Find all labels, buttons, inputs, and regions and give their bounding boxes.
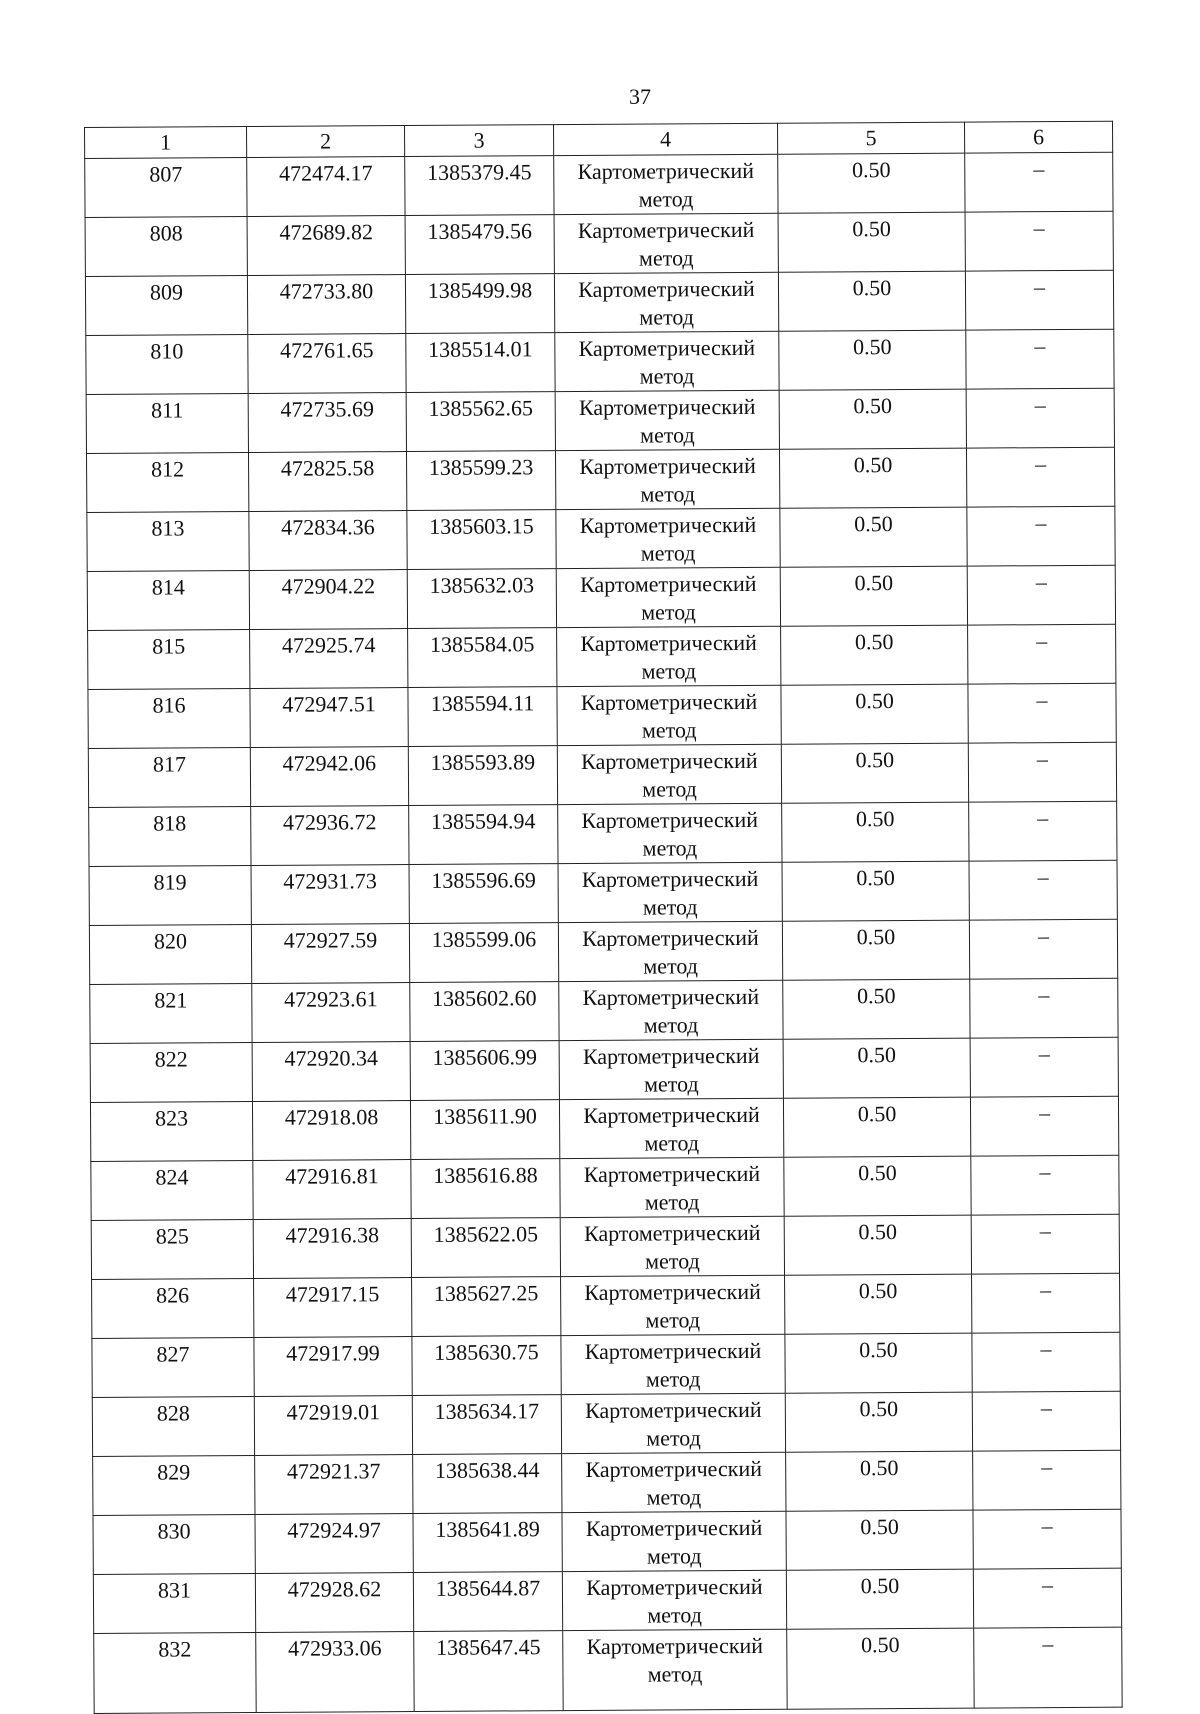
point-number-cell: 825 [91, 1219, 253, 1279]
x-coordinate-cell: 472921.37 [255, 1455, 413, 1515]
method-line-1: Картометрический [580, 629, 757, 656]
method-cell [563, 1629, 787, 1710]
y-coordinate-cell: 1385647.45 [414, 1631, 563, 1712]
y-coordinate-cell: 1385594.11 [408, 687, 557, 747]
accuracy-cell: 0.50 [786, 1510, 973, 1570]
method-line-2: метод [644, 1130, 700, 1156]
method-line-1: Картометрический [583, 1219, 761, 1246]
method-line-2: метод [640, 422, 695, 448]
description-cell: – [973, 1509, 1121, 1569]
x-coordinate-cell: 472916.38 [253, 1219, 411, 1279]
x-coordinate-cell: 472924.97 [255, 1514, 413, 1574]
description-cell: – [965, 211, 1113, 271]
column-header-6: 6 [964, 121, 1112, 153]
method-line-1: Картометрический [578, 334, 756, 361]
point-number-cell: 816 [88, 688, 250, 748]
x-coordinate-cell: 472933.06 [256, 1632, 414, 1713]
x-coordinate-cell: 472928.62 [255, 1573, 413, 1633]
method-cell [560, 1157, 784, 1217]
method-cell [557, 685, 781, 745]
accuracy-cell: 0.50 [785, 1392, 972, 1452]
table-row [88, 683, 1116, 748]
table-row [88, 624, 1116, 689]
table-row [90, 1096, 1118, 1161]
method-cell [560, 1216, 784, 1276]
description-cell: – [971, 1155, 1119, 1215]
accuracy-cell: 0.50 [783, 1097, 970, 1157]
table-row [91, 1214, 1119, 1279]
method-cell [554, 272, 778, 332]
method-cell [562, 1570, 786, 1630]
description-cell: – [970, 1096, 1118, 1156]
x-coordinate-cell: 472947.51 [250, 688, 408, 748]
table-row [89, 860, 1117, 925]
y-coordinate-cell: 1385593.89 [408, 746, 557, 806]
method-line-1: Картометрический [581, 865, 759, 892]
description-cell: – [969, 801, 1117, 861]
method-line-2: метод [643, 1012, 699, 1038]
method-line-2: метод [645, 1307, 701, 1333]
y-coordinate-cell: 1385630.75 [412, 1336, 561, 1396]
method-line-1: Картометрический [577, 216, 755, 243]
accuracy-cell: 0.50 [782, 920, 969, 980]
y-coordinate-cell: 1385622.05 [411, 1218, 560, 1278]
y-coordinate-cell: 1385514.01 [406, 333, 555, 393]
method-cell [561, 1275, 785, 1335]
method-line-1: Картометрический [585, 1396, 762, 1423]
table-row [85, 211, 1113, 276]
column-header-5: 5 [777, 122, 964, 154]
description-cell: – [973, 1450, 1121, 1510]
point-number-cell: 812 [86, 453, 248, 513]
method-line-2: метод [644, 1189, 700, 1215]
table-row [86, 329, 1114, 394]
method-cell [559, 1098, 783, 1158]
x-coordinate-cell: 472942.06 [250, 747, 408, 807]
description-cell: – [971, 1214, 1119, 1274]
accuracy-cell: 0.50 [780, 566, 967, 626]
method-cell [558, 803, 782, 863]
x-coordinate-cell: 472904.22 [249, 570, 407, 630]
accuracy-cell: 0.50 [778, 212, 965, 272]
method-cell [554, 213, 778, 273]
point-number-cell: 831 [93, 1573, 255, 1633]
y-coordinate-cell: 1385611.90 [410, 1100, 559, 1160]
table-row [90, 1037, 1118, 1102]
method-cell [557, 626, 781, 686]
point-number-cell: 821 [90, 983, 252, 1043]
description-cell: – [969, 919, 1117, 979]
accuracy-cell: 0.50 [786, 1569, 973, 1629]
point-number-cell: 811 [86, 394, 248, 454]
description-cell: – [972, 1273, 1120, 1333]
accuracy-cell: 0.50 [784, 1156, 971, 1216]
point-number-cell: 826 [92, 1278, 254, 1338]
x-coordinate-cell: 472923.61 [252, 983, 410, 1043]
method-line-2: метод [646, 1484, 702, 1510]
table-row [90, 978, 1118, 1043]
method-line-2: метод [638, 186, 694, 212]
x-coordinate-cell: 472689.82 [247, 216, 405, 276]
accuracy-cell: 0.50 [783, 1038, 970, 1098]
method-line-1: Картометрический [581, 747, 758, 774]
table-row [88, 742, 1116, 807]
description-cell: – [965, 152, 1113, 212]
point-number-cell: 828 [92, 1396, 254, 1456]
table-row [87, 565, 1115, 630]
table-row [92, 1391, 1120, 1456]
y-coordinate-cell: 1385602.60 [410, 982, 559, 1042]
accuracy-cell: 0.50 [781, 684, 968, 744]
method-line-2: метод [640, 481, 696, 507]
description-cell: – [966, 329, 1114, 389]
method-line-2: метод [646, 1543, 702, 1569]
method-line-1: Картометрический [582, 1042, 760, 1069]
accuracy-cell: 0.50 [787, 1628, 974, 1709]
method-line-2: метод [642, 894, 698, 920]
x-coordinate-cell: 472761.65 [248, 334, 406, 394]
x-coordinate-cell: 472916.81 [253, 1160, 411, 1220]
method-cell [555, 449, 779, 509]
method-line-2: метод [642, 776, 697, 802]
x-coordinate-cell: 472931.73 [251, 865, 409, 925]
method-line-2: метод [645, 1366, 701, 1392]
coordinates-table [84, 121, 1123, 1714]
table-row [93, 1509, 1121, 1574]
accuracy-cell: 0.50 [779, 389, 966, 449]
column-header-4: 4 [553, 123, 777, 155]
method-cell [557, 744, 781, 804]
description-cell: – [968, 683, 1116, 743]
point-number-cell: 818 [89, 806, 251, 866]
point-number-cell: 829 [93, 1455, 255, 1515]
coordinates-table-wrapper [84, 121, 1122, 1714]
accuracy-cell: 0.50 [782, 802, 969, 862]
table-row [86, 447, 1114, 512]
x-coordinate-cell: 472919.01 [254, 1396, 412, 1456]
description-cell: – [969, 860, 1117, 920]
method-cell [561, 1334, 785, 1394]
table-row [87, 506, 1115, 571]
method-cell [559, 980, 783, 1040]
x-coordinate-cell: 472925.74 [250, 629, 408, 689]
point-number-cell: 832 [94, 1632, 256, 1713]
method-line-1: Картометрический [579, 511, 757, 538]
description-cell: – [970, 1037, 1118, 1097]
accuracy-cell: 0.50 [779, 330, 966, 390]
x-coordinate-cell: 472917.15 [254, 1278, 412, 1338]
table-row [93, 1568, 1121, 1633]
method-cell [562, 1511, 786, 1571]
method-line-2: метод [638, 245, 694, 271]
y-coordinate-cell: 1385632.03 [407, 569, 556, 629]
y-coordinate-cell: 1385599.23 [406, 451, 555, 511]
accuracy-cell: 0.50 [783, 979, 970, 1039]
method-line-1: Картометрический [586, 1632, 764, 1659]
method-cell [561, 1393, 785, 1453]
y-coordinate-cell: 1385499.98 [405, 274, 554, 334]
x-coordinate-cell: 472917.99 [254, 1337, 412, 1397]
table-row [86, 388, 1114, 453]
y-coordinate-cell: 1385596.69 [409, 864, 558, 924]
point-number-cell: 819 [89, 865, 251, 925]
description-cell: – [974, 1627, 1122, 1708]
y-coordinate-cell: 1385627.25 [412, 1277, 561, 1337]
method-cell [556, 508, 780, 568]
description-cell: – [968, 624, 1116, 684]
method-line-1: Картометрический [578, 393, 756, 420]
point-number-cell: 809 [85, 276, 247, 336]
method-cell [562, 1452, 786, 1512]
accuracy-cell: 0.50 [778, 271, 965, 331]
method-line-1: Картометрический [579, 570, 757, 597]
y-coordinate-cell: 1385379.45 [405, 156, 554, 216]
point-number-cell: 815 [88, 629, 250, 689]
method-line-2: метод [641, 658, 697, 684]
method-cell [558, 921, 782, 981]
point-number-cell: 830 [93, 1514, 255, 1574]
table-row [85, 152, 1113, 217]
method-cell [558, 862, 782, 922]
method-line-2: метод [646, 1425, 701, 1451]
point-number-cell: 813 [87, 512, 249, 572]
method-line-1: Картометрический [580, 688, 758, 715]
description-cell: – [972, 1391, 1120, 1451]
method-line-2: метод [641, 717, 697, 743]
method-line-1: Картометрический [581, 806, 759, 833]
table-row [92, 1332, 1120, 1397]
y-coordinate-cell: 1385594.94 [409, 805, 558, 865]
method-cell [556, 567, 780, 627]
method-line-1: Картометрический [583, 1101, 760, 1128]
accuracy-cell: 0.50 [778, 153, 965, 213]
description-cell: – [967, 565, 1115, 625]
method-line-2: метод [640, 540, 696, 566]
method-line-2: метод [641, 599, 696, 625]
method-line-2: метод [639, 363, 695, 389]
method-line-1: Картометрический [582, 983, 760, 1010]
y-coordinate-cell: 1385634.17 [412, 1395, 561, 1455]
point-number-cell: 823 [90, 1101, 252, 1161]
description-cell: – [966, 388, 1114, 448]
x-coordinate-cell: 472825.58 [248, 452, 406, 512]
method-line-1: Картометрический [585, 1514, 763, 1541]
y-coordinate-cell: 1385641.89 [413, 1513, 562, 1573]
method-cell [555, 331, 779, 391]
y-coordinate-cell: 1385638.44 [413, 1454, 562, 1514]
accuracy-cell: 0.50 [781, 743, 968, 803]
x-coordinate-cell: 472918.08 [252, 1101, 410, 1161]
method-line-1: Картометрический [586, 1573, 763, 1600]
method-line-1: Картометрический [578, 275, 755, 302]
y-coordinate-cell: 1385479.56 [405, 215, 554, 275]
table-row [89, 919, 1117, 984]
point-number-cell: 814 [87, 570, 249, 630]
accuracy-cell: 0.50 [786, 1451, 973, 1511]
table-row [92, 1273, 1120, 1338]
method-line-2: метод [639, 304, 695, 330]
y-coordinate-cell: 1385562.65 [406, 392, 555, 452]
method-line-2: метод [643, 1071, 699, 1097]
description-cell: – [970, 978, 1118, 1038]
method-line-1: Картометрический [585, 1455, 763, 1482]
accuracy-cell: 0.50 [782, 861, 969, 921]
table-row [91, 1155, 1119, 1220]
table-body [85, 152, 1122, 1713]
method-cell [554, 154, 778, 214]
method-line-2: метод [643, 953, 698, 979]
method-line-1: Картометрический [584, 1278, 761, 1305]
method-line-1: Картометрический [577, 157, 755, 184]
table-row [85, 270, 1113, 335]
y-coordinate-cell: 1385584.05 [408, 628, 557, 688]
description-cell: – [966, 447, 1114, 507]
method-line-1: Картометрический [583, 1160, 761, 1187]
table-row [89, 801, 1117, 866]
method-line-1: Картометрический [579, 452, 756, 479]
description-cell: – [973, 1568, 1121, 1628]
method-line-1: Картометрический [582, 924, 759, 951]
y-coordinate-cell: 1385599.06 [409, 923, 558, 983]
method-line-2: метод [647, 1661, 703, 1687]
x-coordinate-cell: 472735.69 [248, 393, 406, 453]
point-number-cell: 817 [88, 747, 250, 807]
column-header-1: 1 [85, 127, 247, 159]
accuracy-cell: 0.50 [781, 625, 968, 685]
x-coordinate-cell: 472927.59 [251, 924, 409, 984]
description-cell: – [967, 506, 1115, 566]
point-number-cell: 808 [85, 217, 247, 277]
method-cell [555, 390, 779, 450]
point-number-cell: 827 [92, 1337, 254, 1397]
page-number: 37 [629, 84, 651, 109]
accuracy-cell: 0.50 [780, 507, 967, 567]
method-line-2: метод [645, 1248, 700, 1274]
point-number-cell: 810 [86, 335, 248, 395]
x-coordinate-cell: 472733.80 [247, 275, 405, 335]
x-coordinate-cell: 472936.72 [251, 806, 409, 866]
method-line-1: Картометрический [584, 1337, 762, 1364]
y-coordinate-cell: 1385616.88 [411, 1159, 560, 1219]
point-number-cell: 807 [85, 158, 247, 218]
x-coordinate-cell: 472920.34 [252, 1042, 410, 1102]
point-number-cell: 820 [89, 924, 251, 984]
y-coordinate-cell: 1385644.87 [413, 1572, 562, 1632]
point-number-cell: 822 [90, 1042, 252, 1102]
accuracy-cell: 0.50 [785, 1333, 972, 1393]
table-row [93, 1450, 1121, 1515]
method-line-2: метод [642, 835, 698, 861]
table-row [94, 1627, 1122, 1713]
y-coordinate-cell: 1385603.15 [407, 510, 556, 570]
y-coordinate-cell: 1385606.99 [410, 1041, 559, 1101]
x-coordinate-cell: 472474.17 [247, 157, 405, 217]
method-line-2: метод [647, 1602, 702, 1628]
accuracy-cell: 0.50 [784, 1215, 971, 1275]
column-header-3: 3 [404, 125, 553, 157]
description-cell: – [968, 742, 1116, 802]
description-cell: – [972, 1332, 1120, 1392]
column-header-2: 2 [247, 126, 405, 158]
x-coordinate-cell: 472834.36 [249, 511, 407, 571]
accuracy-cell: 0.50 [779, 448, 966, 508]
method-cell [559, 1039, 783, 1099]
description-cell: – [965, 270, 1113, 330]
point-number-cell: 824 [91, 1160, 253, 1220]
accuracy-cell: 0.50 [785, 1274, 972, 1334]
